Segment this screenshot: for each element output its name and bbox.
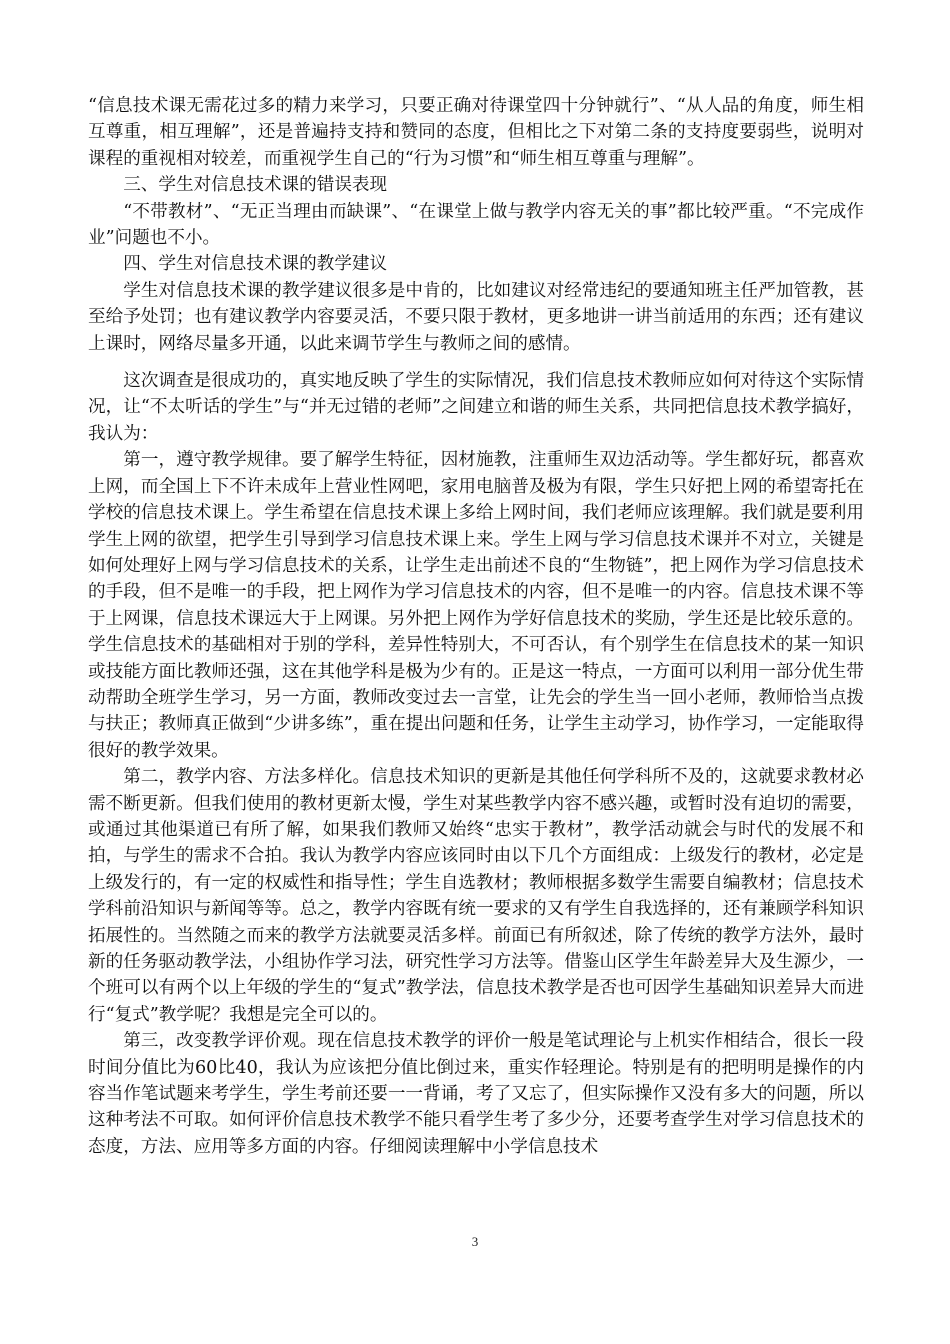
page-number: 3 [471, 1234, 479, 1249]
paragraph-survey-attitude: “信息技术课无需花过多的精力来学习，只要正确对待课堂四十分钟就行”、“从人品的角度，师生相互尊重，相互理解”，还是普遍持支持和赞同的态度，但相比之下对第二条的支持度要弱些，说明对课程的重视相对较差，而重视学生自己的“行为习惯”和“师生相互尊重与理解”。 [88, 96, 864, 169]
paragraph-errors: “不带教材”、“无正当理由而缺课”、“在课堂上做与教学内容无关的事”都比较严重。“不完成作业”问题也不小。 [88, 201, 864, 249]
paragraph-point-three: 第三，改变教学评价观。现在信息技术教学的评价一般是笔试理论与上机实作相结合，很长一段时间分值比为60比40，我认为应该把分值比倒过来，重实作轻理论。特别是有的把明明是操作的内容当作笔试题来考学生，学生考前还要一一背诵，考了又忘了，但实际操作又没有多大的问题，所以这种考法不可取。如何评价信息技术教学不能只看学生考了多少分，还要考查学生对学习信息技术的态度，方法、应用等多方面的内容。仔细阅读理解中小学信息技术 [88, 1031, 864, 1157]
paragraph-point-one: 第一，遵守教学规律。要了解学生特征，因材施教，注重师生双边活动等。学生都好玩，都喜欢上网，而全国上下不许未成年上营业性网吧，家用电脑普及极为有限，学生只好把上网的希望寄托在学校的信息技术课上。学生希望在信息技术课上多给上网时间，我们老师应该理解。我们就是要利用学生上网的欲望，把学生引导到学习信息技术课上来。学生上网与学习信息技术课并不对立，关键是如何处理好上网与学习信息技术的关系，让学生走出前述不良的“生物链”，把上网作为学习信息技术的手段，但不是唯一的手段，把上网作为学习信息技术的内容，但不是唯一的内容。信息技术课不等于上网课，信息技术课远大于上网课。另外把上网作为学好信息技术的奖励，学生还是比较乐意的。学生信息技术的基础相对于别的学科，差异性特别大，不可否认，有个别学生在信息技术的某一知识或技能方面比教师还强，这在其他学科是极为少有的。正是这一特点，一方面可以利用一部分优生带动帮助全班学生学习，另一方面，教师改变过去一言堂，让先会的学生当一回小老师，教师恰当点拨与扶正；教师真正做到“少讲多练”，重在提出问题和任务，让学生主动学习，协作学习，一定能取得很好的教学效果。 [88, 450, 864, 761]
document-body [88, 93, 864, 1160]
paragraph-point-two: 第二，教学内容、方法多样化。信息技术知识的更新是其他任何学科所不及的，这就要求教材必需不断更新。但我们使用的教材更新太慢，学生对某些教学内容不感兴趣，或暂时没有迫切的需要，或通过其他渠道已有所了解，如果我们教师又始终“忠实于教材”，教学活动就会与时代的发展不和拍，与学生的需求不合拍。我认为教学内容应该同时由以下几个方面组成：上级发行的教材，必定是上级发行的，有一定的权威性和指导性；学生自选教材；教师根据多数学生需要自编教材；信息技术学科前沿知识与新闻等等。总之，教学内容既有统一要求的又有学生自我选择的，还有兼顾学科知识拓展性的。当然随之而来的教学方法就要灵活多样。前面已有所叙述，除了传统的教学方法外，最时新的任务驱动教学法，小组协作学习法，研究性学习方法等。借鉴山区学生年龄差异大及生源少，一个班可以有两个以上年级的学生的“复式”教学法，信息技术教学是否也可因学生基础知识差异大而进行“复式”教学呢？我想是完全可以的。 [88, 767, 864, 1025]
paragraph-suggestions: 学生对信息技术课的教学建议很多是中肯的，比如建议对经常违纪的要通知班主任严加管教，甚至给予处罚；也有建议教学内容要灵活，不要只限于教材，更多地讲一讲当前适用的东西；还有建议上课时，网络尽量多开通，以此来调节学生与教师之间的感情。 [88, 280, 864, 354]
paragraph-conclusion-intro: 这次调查是很成功的，真实地反映了学生的实际情况，我们信息技术教师应如何对待这个实际情况，让“不太听话的学生”与“并无过错的老师”之间建立和谐的师生关系，共同把信息技术教学搞好，我认为： [88, 371, 864, 444]
section-heading-errors: 三、学生对信息技术课的错误表现 [123, 175, 388, 196]
section-heading-suggestions: 四、学生对信息技术课的教学建议 [123, 254, 388, 275]
